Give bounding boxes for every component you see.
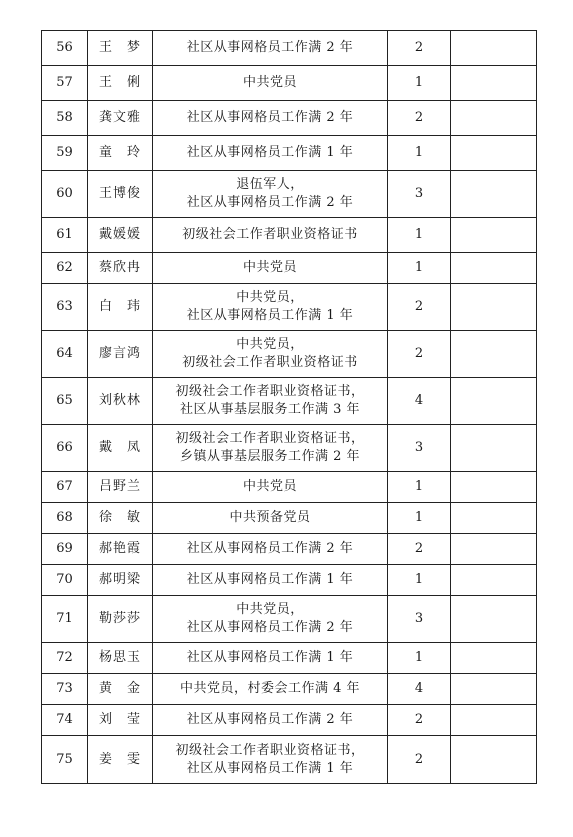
bonus-condition: 中共预备党员 [153,503,388,534]
row-number: 57 [42,66,88,101]
table-row [42,331,537,378]
remarks-cell [451,136,537,171]
bonus-condition: 中共党员 [153,472,388,503]
bonus-condition: 社区从事网格员工作满 1 年 [153,136,388,171]
bonus-condition: 社区从事网格员工作满 1 年 [153,643,388,674]
bonus-score: 1 [388,253,451,284]
table-row [42,378,537,425]
remarks-cell [451,425,537,472]
bonus-condition: 初级社会工作者职业资格证书， 社区从事基层服务工作满 3 年 [153,378,388,425]
row-number: 61 [42,218,88,253]
remarks-cell [451,31,537,66]
remarks-cell [451,331,537,378]
table-row [42,705,537,736]
bonus-score: 1 [388,643,451,674]
candidate-name: 童 玲 [88,136,153,171]
table-row [42,284,537,331]
bonus-condition: 初级社会工作者职业资格证书， 社区从事网格员工作满 1 年 [153,736,388,784]
table-row [42,736,537,784]
table-row [42,101,537,136]
table-row [42,253,537,284]
bonus-score: 4 [388,378,451,425]
table-row [42,674,537,705]
bonus-score: 3 [388,171,451,218]
candidate-name: 勒莎莎 [88,596,153,643]
table-row [42,534,537,565]
row-number: 73 [42,674,88,705]
candidate-name: 戴媛媛 [88,218,153,253]
bonus-condition: 中共党员，村委会工作满 4 年 [153,674,388,705]
bonus-condition: 社区从事网格员工作满 2 年 [153,31,388,66]
bonus-score: 2 [388,331,451,378]
candidate-bonus-table [41,30,537,784]
row-number: 58 [42,101,88,136]
remarks-cell [451,171,537,218]
bonus-score: 1 [388,218,451,253]
row-number: 63 [42,284,88,331]
row-number: 56 [42,31,88,66]
candidate-name: 姜 雯 [88,736,153,784]
bonus-condition: 中共党员 [153,66,388,101]
row-number: 70 [42,565,88,596]
bonus-condition: 初级社会工作者职业资格证书 [153,218,388,253]
table-row [42,472,537,503]
bonus-score: 1 [388,503,451,534]
remarks-cell [451,736,537,784]
bonus-condition: 中共党员， 社区从事网格员工作满 2 年 [153,596,388,643]
remarks-cell [451,472,537,503]
row-number: 64 [42,331,88,378]
remarks-cell [451,674,537,705]
candidate-name: 郝艳霞 [88,534,153,565]
remarks-cell [451,378,537,425]
table-row [42,425,537,472]
bonus-condition: 中共党员 [153,253,388,284]
row-number: 66 [42,425,88,472]
row-number: 65 [42,378,88,425]
row-number: 72 [42,643,88,674]
row-number: 67 [42,472,88,503]
remarks-cell [451,253,537,284]
remarks-cell [451,705,537,736]
row-number: 60 [42,171,88,218]
candidate-name: 廖言鸿 [88,331,153,378]
candidate-name: 龚文雅 [88,101,153,136]
candidate-name: 刘 莹 [88,705,153,736]
bonus-condition: 社区从事网格员工作满 1 年 [153,565,388,596]
table-row [42,66,537,101]
table-row [42,643,537,674]
bonus-score: 1 [388,66,451,101]
table-row [42,31,537,66]
remarks-cell [451,503,537,534]
bonus-score: 3 [388,425,451,472]
remarks-cell [451,218,537,253]
bonus-condition: 中共党员， 社区从事网格员工作满 1 年 [153,284,388,331]
candidate-name: 徐 敏 [88,503,153,534]
bonus-score: 4 [388,674,451,705]
candidate-name: 吕野兰 [88,472,153,503]
remarks-cell [451,101,537,136]
bonus-score: 2 [388,101,451,136]
remarks-cell [451,565,537,596]
row-number: 62 [42,253,88,284]
table-row [42,503,537,534]
row-number: 75 [42,736,88,784]
remarks-cell [451,534,537,565]
table-row [42,218,537,253]
candidate-name: 杨思玉 [88,643,153,674]
bonus-score: 1 [388,136,451,171]
candidate-name: 戴 凤 [88,425,153,472]
bonus-condition: 社区从事网格员工作满 2 年 [153,101,388,136]
bonus-score: 3 [388,596,451,643]
bonus-score: 2 [388,31,451,66]
bonus-condition: 社区从事网格员工作满 2 年 [153,705,388,736]
candidate-name: 黄 金 [88,674,153,705]
row-number: 69 [42,534,88,565]
table-row [42,171,537,218]
bonus-condition: 初级社会工作者职业资格证书， 乡镇从事基层服务工作满 2 年 [153,425,388,472]
bonus-score: 2 [388,534,451,565]
table-row [42,596,537,643]
candidate-name: 王 俐 [88,66,153,101]
row-number: 59 [42,136,88,171]
bonus-score: 2 [388,284,451,331]
remarks-cell [451,284,537,331]
candidate-name: 王博俊 [88,171,153,218]
remarks-cell [451,596,537,643]
table-row [42,565,537,596]
row-number: 74 [42,705,88,736]
row-number: 71 [42,596,88,643]
table-row [42,136,537,171]
bonus-score: 1 [388,472,451,503]
remarks-cell [451,643,537,674]
candidate-name: 郝明梁 [88,565,153,596]
candidate-name: 蔡欣冉 [88,253,153,284]
row-number: 68 [42,503,88,534]
bonus-condition: 退伍军人， 社区从事网格员工作满 2 年 [153,171,388,218]
bonus-score: 2 [388,736,451,784]
bonus-condition: 社区从事网格员工作满 2 年 [153,534,388,565]
candidate-name: 刘秋林 [88,378,153,425]
bonus-score: 1 [388,565,451,596]
table-body [42,31,537,784]
candidate-name: 王 梦 [88,31,153,66]
remarks-cell [451,66,537,101]
candidate-name: 白 玮 [88,284,153,331]
bonus-condition: 中共党员， 初级社会工作者职业资格证书 [153,331,388,378]
bonus-score: 2 [388,705,451,736]
